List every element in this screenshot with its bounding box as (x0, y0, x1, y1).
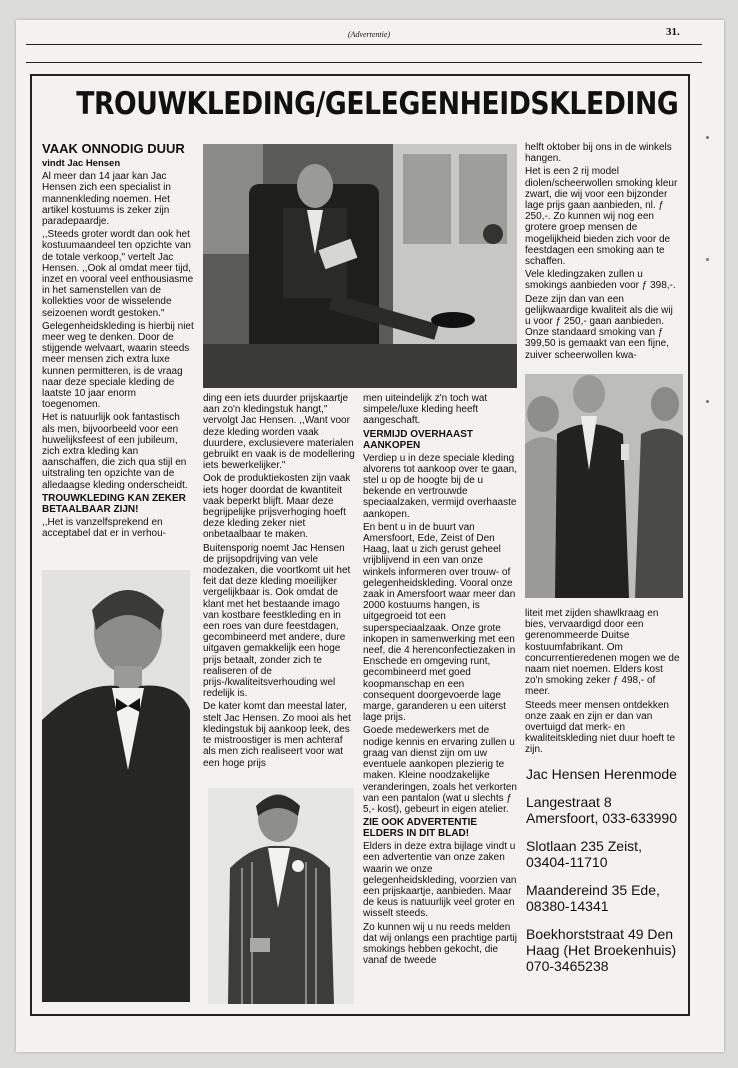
paragraph: Al meer dan 14 jaar kan Jac Hensen zich een specialist in mannenkleding noemen. Het artikel kostuums is zeker zijn paradepaardje. (42, 171, 171, 228)
paragraph: En bent u in de buurt van Amersfoort, Ede, Zeist of Den Haag, laat u zich gerust geheel vrijblijvend in een van onze winkels informeren over trouw- of gelegenheidskleding. Vooral onze zaak in Amersfoort waar meer dan 2000 kostuums hangen, is uitgegroeid tot een superspeciaalzaak. Onze grote inkopen in samenwerking met een neef, die 4 herenconfectiezaken in Enschede en omgeving runt, gecombineerd met goed koopmanschap en een consequent doorgevoerde lage marge, garanderen u een uiterst lage prijs. (363, 521, 516, 724)
store-address-amersfoort: Langestraat 8 Amersfoort, 033-633990 (526, 794, 677, 826)
paragraph: De kater komt dan meestal later, stelt Jac Hensen. Zo mooi als het kledingstuk bij aankoop leek, des te mistroostiger is men achteraf als men zich realiseert voor wat een hoge prijs (203, 701, 351, 769)
photo-party-guests (525, 374, 683, 598)
store-address-den-haag: Boekhorststraat 49 Den Haag (Het Broekenhuis) 070-3465238 (526, 926, 677, 974)
edge-mark (706, 258, 709, 261)
section-heading: VERMIJD OVERHAAST AANKOPEN (363, 428, 474, 451)
paragraph: Goede medewerkers met de nodige kennis en ervaring zullen u graag van dienst zijn om uw eventuele aankopen plezierig te maken. Kleine noodzakelijke veranderingen, zoals het verkorten van een pantalon (wat u slechts ƒ 5,- kost), gebeurt in eigen atelier. (363, 725, 517, 815)
paragraph: Verdiep u in deze speciale kleding alvorens tot aankoop over te gaan, stel u op de hoogte bij de u bekende en vertrouwde speciaalzaken, vermijd overhaaste aankopen. (363, 452, 517, 520)
store-address-ede: Maandereind 35 Ede, 08380-14341 (526, 882, 660, 914)
paragraph: Zo kunnen wij u nu reeds melden dat wij onlangs een prachtige partij smokings hebben gekocht, die vanaf de tweede (363, 921, 517, 967)
paragraph: men uiteindelijk z'n toch wat simpele/luxe kleding heeft aangeschaft. (363, 393, 488, 427)
paragraph: Steeds meer mensen ontdekken onze zaak en zijn er dan van overtuigd dat merk- en kwaliteitskleding niet duur hoeft te zijn. (525, 699, 676, 756)
paragraph: Het is natuurlijk ook fantastisch als men, bijvoorbeeld voor een huwelijksfeest of een jubileum, zich extra kleding kan aanschaffen, die zich qua stijl en uitstraling ten opzichte van de alledaagse kleding onderscheidt. (42, 412, 188, 491)
paragraph: Het is een 2 rij model diolen/scheerwollen smoking kleur zwart, die wij voor een bijzonder lage prijs gaan aanbieden, nl. ƒ 250,-. Zo kunnen wij nog een grotere groep mensen de mogelijkheid bieden zich voor de feestdagen een smoking aan te schaffen. (525, 166, 678, 268)
photo-man-reading-in-chair (203, 144, 517, 388)
column-1 (42, 142, 194, 541)
section-heading: TROUWKLEDING KAN ZEKER BETAALBAAR ZIJN! (42, 492, 186, 515)
edge-mark (706, 136, 709, 139)
paragraph: Gelegenheidskleding is hierbij niet meer weg te denken. Door de stijgende welvaart, waarin steeds meer mensen zich extra luxe kunnen permitteren, is de vraag naar deze speciale kleding de laatste 10 jaar enorm toegenomen. (42, 320, 194, 411)
article-heading: VAAK ONNODIG DUUR (42, 141, 185, 156)
column-4-top (525, 142, 681, 363)
paragraph: Vele kledingzaken zullen u smokings aanbieden voor ƒ 398,-. (525, 269, 676, 292)
article-byline: vindt Jac Hensen (42, 158, 121, 169)
page-number: 31. (666, 26, 680, 38)
store-addresses (526, 766, 682, 986)
photo-man-in-tuxedo (42, 570, 190, 1002)
column-2 (203, 393, 357, 771)
paragraph: liteit met zijden shawlkraag en bies, vervaardigd door een gerenommeerde Duitse kostuumfabrikant. Om concurrentieredenen mogen we de naam niet noemen. Elders kost zo'n smoking zeker ƒ 498,- of meer. (525, 608, 680, 698)
paragraph: ding een iets duurder prijskaartje aan zo'n kledingstuk hangt," vervolgt Jac Hensen. ,,Want voor deze kleding worden vaak duurdere, exclusievere materialen gebruikt en vaak is de modellering iets bewerkelijker." (203, 393, 355, 472)
paragraph: Ook de produktiekosten zijn vaak iets hoger doordat de kwantiteit vaak beperkt blijft. Maar deze begrijpelijke prijsverhoging hoeft deze kleding zeker niet onbetaalbaar te maken. (203, 473, 351, 541)
section-heading: ZIE OOK ADVERTENTIE ELDERS IN DIT BLAD! (363, 817, 478, 840)
edge-mark (706, 400, 709, 403)
paragraph: Buitensporig noemt Jac Hensen de prijsopdrijving van vele modezaken, die voortkomt uit het feit dat deze kleding moeilijker vergelijkbaar is. Ook omdat de klant met het bestaande imago van kostbare feestkleding en in een roes van dure feestdagen, gecombineerd met andere, dure uitgaven gemakkelijk een hoge prijs betaalt, zonder zich te realiseren of de prijs-/kwaliteitsverhouding wel redelijk is. (203, 542, 351, 700)
paragraph: ,,Het is vanzelfsprekend en acceptabel dat er in verhou- (42, 516, 166, 540)
header-rule-lower (26, 62, 702, 63)
photo-man-in-striped-jacket (208, 788, 354, 1004)
store-address-zeist: Slotlaan 235 Zeist, 03404-11710 (526, 838, 642, 870)
column-3 (363, 393, 517, 968)
paragraph: ,,Steeds groter wordt dan ook het kostuumaandeel ten opzichte van de totale verkoop," vertelt Jac Hensen. ,,Ook al omdat meer tijd, inzet en vooral veel enthousiasme in het samenstellen van de kollekties voor de wisselende seizoenen wordt gestoken." (42, 229, 194, 319)
header-rule (26, 44, 702, 45)
paragraph: helft oktober bij ons in de winkels hangen. (525, 142, 672, 165)
advertisement-label: (Advertentie) (347, 30, 391, 39)
paragraph: Elders in deze extra bijlage vindt u een advertentie van onze zaken waarin we onze gelegenheidskleding, voorzien van een prijskaartje, aanbieden. Maar de keus is natuurlijk veel groter en wisselt steeds. (363, 841, 517, 920)
paragraph: Deze zijn dan van een gelijkwaardige kwaliteit als die wij u voor ƒ 250,- gaan aanbieden. Onze standaard smoking van ƒ 399,50 is gemaakt van een fijne, zuiver scheerwollen kwa- (525, 293, 673, 361)
column-4-bottom (525, 608, 681, 758)
store-name: Jac Hensen Herenmode (526, 766, 677, 782)
page-title: TROUWKLEDING/GELEGENHEIDSKLEDING (76, 86, 679, 122)
